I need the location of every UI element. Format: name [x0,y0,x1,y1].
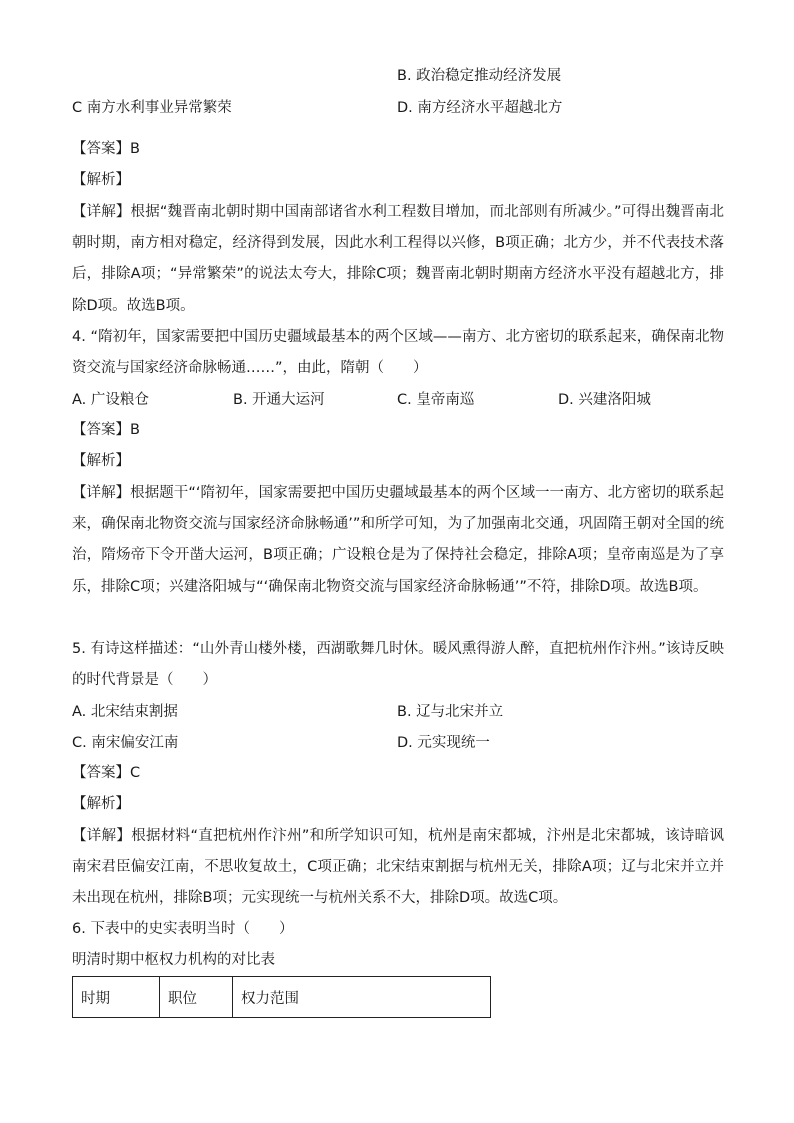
q4-option-b: B. 开通大运河 [233,392,325,408]
q5-detail: 【详解】根据材料“直把杭州作汴州”和所学知识可知，杭州是南宋都城，汴州是北宋都城，该诗暗讽南宋君臣偏安江南，不思收复故土，C项正确；北宋结束割据与杭州无关，排除A项；辽与北宋并立并未出现在杭州，排除B项；元实现统一与杭州关系不大，排除D项。故选C项。 [72,828,724,907]
q6-stem: 6. 下表中的史实表明当时（ ） [72,921,294,937]
q3-answer: 【答案】B [72,141,140,157]
q3-option-c: C 南方水利事业异常繁荣 [72,100,232,116]
q4-answer: 【答案】B [72,422,140,438]
q3-option-b: B. 政治稳定推动经济发展 [397,68,562,84]
q6-comparison-table [72,976,491,1018]
table-header-power-scope: 权力范围 [233,977,491,1018]
q4-detail: 【详解】根据题干“‘隋初年，国家需要把中国历史疆域最基本的两个区域一一南方、北方密切的联系起来，确保南北物资交流与国家经济命脉畅通’”和所学可知，为了加强南北交通，巩固隋王朝对全国的统治，隋炀帝下令开凿大运河，B项正确；广设粮仓是为了保持社会稳定，排除A项；皇帝南巡是为了享乐，排除C项；兴建洛阳城与“‘确保南北物资交流与国家经济命脉畅通’”不符，排除D项。故选B项。 [72,485,724,595]
q5-option-d: D. 元实现统一 [397,735,490,751]
q4-stem: 4. “隋初年，国家需要把中国历史疆域最基本的两个区域——南方、北方密切的联系起来，确保南北物资交流与国家经济命脉畅通……”，由此，隋朝（ ） [72,329,724,377]
q4-option-a: A. 广设粮仓 [72,392,149,408]
q3-detail: 【详解】根据“魏晋南北朝时期中国南部诸省水利工程数目增加，而北部则有所减少。”可得出魏晋南北朝时期，南方相对稳定，经济得到发展，因此水利工程得以兴修，B项正确；北方少，并不代表技术落后，排除A项；“异常繁荣”的说法太夸大，排除C项；魏晋南北朝时期南方经济水平没有超越北方，排除D项。故选B项。 [72,204,724,314]
q5-option-b: B. 辽与北宋并立 [397,704,504,720]
q3-analysis-label: 【解析】 [72,172,130,188]
q4-analysis-label: 【解析】 [72,453,130,469]
q3-option-d: D. 南方经济水平超越北方 [397,100,563,116]
q5-answer: 【答案】C [72,765,141,781]
q4-option-d: D. 兴建洛阳城 [558,392,651,408]
table-header-row [73,977,491,1018]
q4-option-c: C. 皇帝南巡 [397,392,475,408]
table-header-position: 职位 [160,977,233,1018]
q6-table-title: 明清时期中枢权力机构的对比表 [72,952,275,968]
table-header-period: 时期 [73,977,160,1018]
q5-stem: 5. 有诗这样描述：“山外青山楼外楼，西湖歌舞几时休。暖风熏得游人醉，直把杭州作汴州。”该诗反映的时代背景是（ ） [72,641,724,689]
q5-option-a: A. 北宋结束割据 [72,704,178,720]
q5-option-c: C. 南宋偏安江南 [72,735,179,751]
q5-analysis-label: 【解析】 [72,796,130,812]
